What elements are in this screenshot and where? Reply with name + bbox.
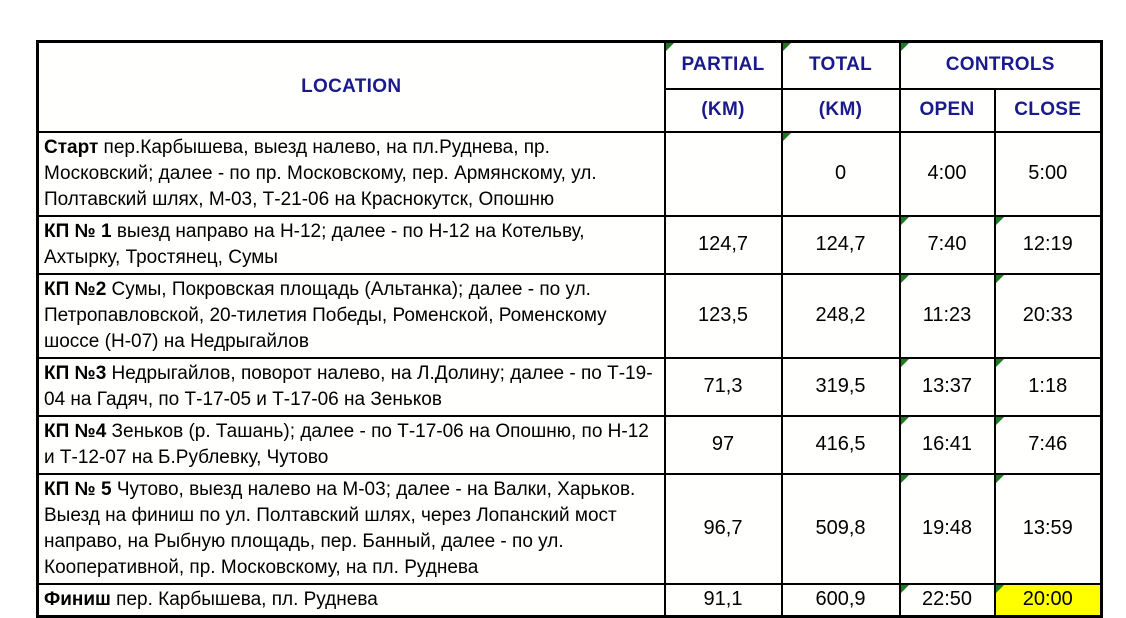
total-km-cell: 600,9 (782, 584, 900, 617)
column-header-total-unit: (KM) (782, 89, 900, 132)
open-time-cell: 22:50 (900, 584, 995, 617)
close-time-cell: 12:19 (995, 216, 1102, 274)
checkpoint-name: Финиш (44, 588, 111, 610)
checkpoint-name: КП №2 (44, 278, 107, 300)
close-time-cell: 5:00 (995, 132, 1102, 216)
open-time-cell: 13:37 (900, 358, 995, 416)
checkpoint-name: КП № 1 (44, 220, 112, 242)
partial-km-cell: 97 (665, 416, 782, 474)
table-row-cp2 (38, 274, 1102, 358)
table-row-start (38, 132, 1102, 216)
checkpoint-name: КП № 5 (44, 478, 112, 500)
column-header-controls: CONTROLS (900, 42, 1102, 89)
location-cell (38, 416, 665, 474)
table-row-cp4 (38, 416, 1102, 474)
close-time-cell: 13:59 (995, 474, 1102, 584)
partial-km-cell: 96,7 (665, 474, 782, 584)
total-km-cell: 416,5 (782, 416, 900, 474)
table-row-cp1 (38, 216, 1102, 274)
location-cell (38, 216, 665, 274)
location-cell (38, 474, 665, 584)
total-km-cell: 124,7 (782, 216, 900, 274)
table-row-cp3 (38, 358, 1102, 416)
checkpoint-name: Старт (44, 136, 99, 158)
total-km-cell: 0 (782, 132, 900, 216)
location-cell (38, 274, 665, 358)
open-time-cell: 16:41 (900, 416, 995, 474)
column-header-total: TOTAL (782, 42, 900, 89)
checkpoint-description: выезд направо на Н-12; далее - по Н-12 на Котельву, Ахтырку, Тростянец, Сумы (44, 220, 585, 268)
location-cell (38, 132, 665, 216)
open-time-cell: 4:00 (900, 132, 995, 216)
close-time-cell: 1:18 (995, 358, 1102, 416)
close-time-cell: 7:46 (995, 416, 1102, 474)
checkpoint-description: Зеньков (р. Ташань); далее - по Т-17-06 на Опошню, по Н-12 и Т-12-07 на Б.Рублевку, Чутово (44, 420, 649, 468)
open-time-cell: 7:40 (900, 216, 995, 274)
open-time-cell: 11:23 (900, 274, 995, 358)
checkpoint-description: пер. Карбышева, пл. Руднева (110, 588, 378, 610)
checkpoint-description: Сумы, Покровская площадь (Альтанка); далее - по ул. Петропавловской, 20-тилетия Победы, Роменской, Роменскому шоссе (Н-07) на Недрыгайлов (44, 278, 607, 352)
checkpoint-name: КП №3 (44, 362, 107, 384)
column-header-partial: PARTIAL (665, 42, 782, 89)
column-header-close: CLOSE (995, 89, 1102, 132)
column-header-location: LOCATION (38, 42, 665, 132)
partial-km-cell: 91,1 (665, 584, 782, 617)
open-time-cell: 19:48 (900, 474, 995, 584)
checkpoint-description: Чутово, выезд налево на М-03; далее - на Валки, Харьков. Выезд на финиш по ул. Полтавский шлях, через Лопанский мост направо, на Рыбную площадь, пер. Банный, далее - по ул. Кооперативной, пр. Московскому, на пл. Руднева (44, 478, 636, 578)
checkpoint-name: КП №4 (44, 420, 107, 442)
partial-km-cell (665, 132, 782, 216)
close-time-cell-highlighted: 20:00 (995, 584, 1102, 617)
total-km-cell: 319,5 (782, 358, 900, 416)
partial-km-cell: 124,7 (665, 216, 782, 274)
column-header-partial-unit: (KM) (665, 89, 782, 132)
table-row-finish (38, 584, 1102, 617)
total-km-cell: 248,2 (782, 274, 900, 358)
close-time-cell: 20:33 (995, 274, 1102, 358)
brevet-control-table (36, 40, 1103, 618)
column-header-open: OPEN (900, 89, 995, 132)
checkpoint-description: Недрыгайлов, поворот налево, на Л.Долину; далее - по Т-19-04 на Гадяч, по Т-17-05 и Т-17-06 на Зеньков (44, 362, 653, 410)
route-control-card (36, 40, 1100, 618)
location-cell (38, 584, 665, 617)
table-row-cp5 (38, 474, 1102, 584)
partial-km-cell: 71,3 (665, 358, 782, 416)
location-cell (38, 358, 665, 416)
partial-km-cell: 123,5 (665, 274, 782, 358)
total-km-cell: 509,8 (782, 474, 900, 584)
checkpoint-description: пер.Карбышева, выезд налево, на пл.Руднева, пр. Московский; далее - по пр. Московскому, пер. Армянскому, ул. Полтавский шлях, М-03, Т-21-06 на Краснокутск, Опошню (44, 136, 597, 210)
